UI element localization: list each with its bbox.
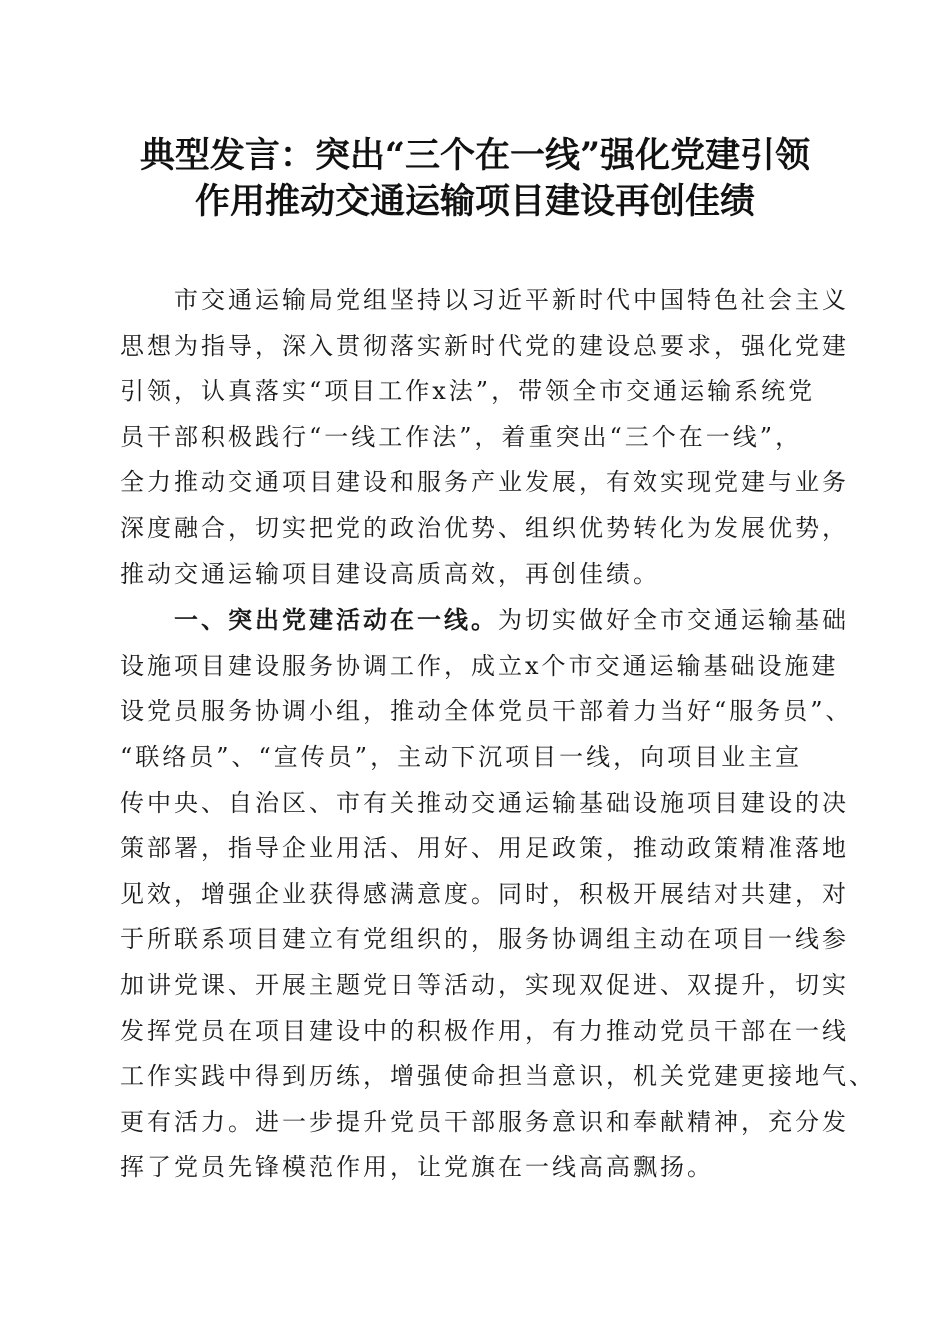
section-one-paragraph [120,597,876,1191]
paragraph-line: 引领，认真落实“项目工作x法”，带领全市交通运输系统党 [120,377,816,406]
paragraph-line: 加讲党课、开展主题党日等活动，实现双促进、双提升，切实 [120,970,849,999]
document-body [120,278,876,1191]
paragraph-line: “联络员”、“宣传员”，主动下沉项目一线，向项目业主宣 [120,742,803,771]
paragraph-line: 传中央、自治区、市有关推动交通运输基础设施项目建设的决 [120,788,849,817]
document-title [100,133,850,225]
paragraph-line: 思想为指导，深入贯彻落实新时代党的建设总要求，强化党建 [120,331,849,360]
paragraph-line: 深度融合，切实把党的政治优势、组织优势转化为发展优势， [120,513,849,542]
paragraph-line: 全力推动交通项目建设和服务产业发展，有效实现党建与业务 [120,468,849,497]
section-one-first-line [120,597,849,644]
paragraph-line: 市交通运输局党组坚持以习近平新时代中国特色社会主义 [174,286,849,314]
paragraph-line: 策部署，指导企业用活、用好、用足政策，推动政策精准落地 [120,834,849,863]
paragraph-line: 员干部积极践行“一线工作法”，着重突出“三个在一线”， [120,422,803,451]
section-one-first-line-text: 为切实做好全市交通运输基础 [498,606,849,635]
paragraph-line: 发挥党员在项目建设中的积极作用，有力推动党员干部在一线 [120,1016,849,1045]
paragraph-line: 挥了党员先锋模范作用，让党旗在一线高高飘扬。 [120,1153,714,1182]
paragraph-line: 于所联系项目建立有党组织的，服务协调组主动在项目一线参 [120,925,849,954]
paragraph-line: 推动交通运输项目建设高质高效，再创佳绩。 [120,559,660,588]
paragraph-line: 设党员服务协调小组，推动全体党员干部着力当好“服务员”、 [120,697,853,726]
title-line-2: 作用推动交通运输项目建设再创佳绩 [194,181,755,222]
title-line-1: 典型发言：突出“三个在一线”强化党建引领 [139,135,811,176]
paragraph-line: 设施项目建设服务协调工作，成立x个市交通运输基础设施建 [120,651,839,680]
paragraph-line: 见效，增强企业获得感满意度。同时，积极开展结对共建，对 [120,879,849,908]
section-one-heading: 一、突出党建活动在一线。 [174,605,498,635]
paragraph-line: 更有活力。进一步提升党员干部服务意识和奉献精神，充分发 [120,1107,849,1136]
paragraph-line: 工作实践中得到历练，增强使命担当意识，机关党建更接地气、 [120,1062,876,1091]
intro-paragraph [120,278,849,597]
